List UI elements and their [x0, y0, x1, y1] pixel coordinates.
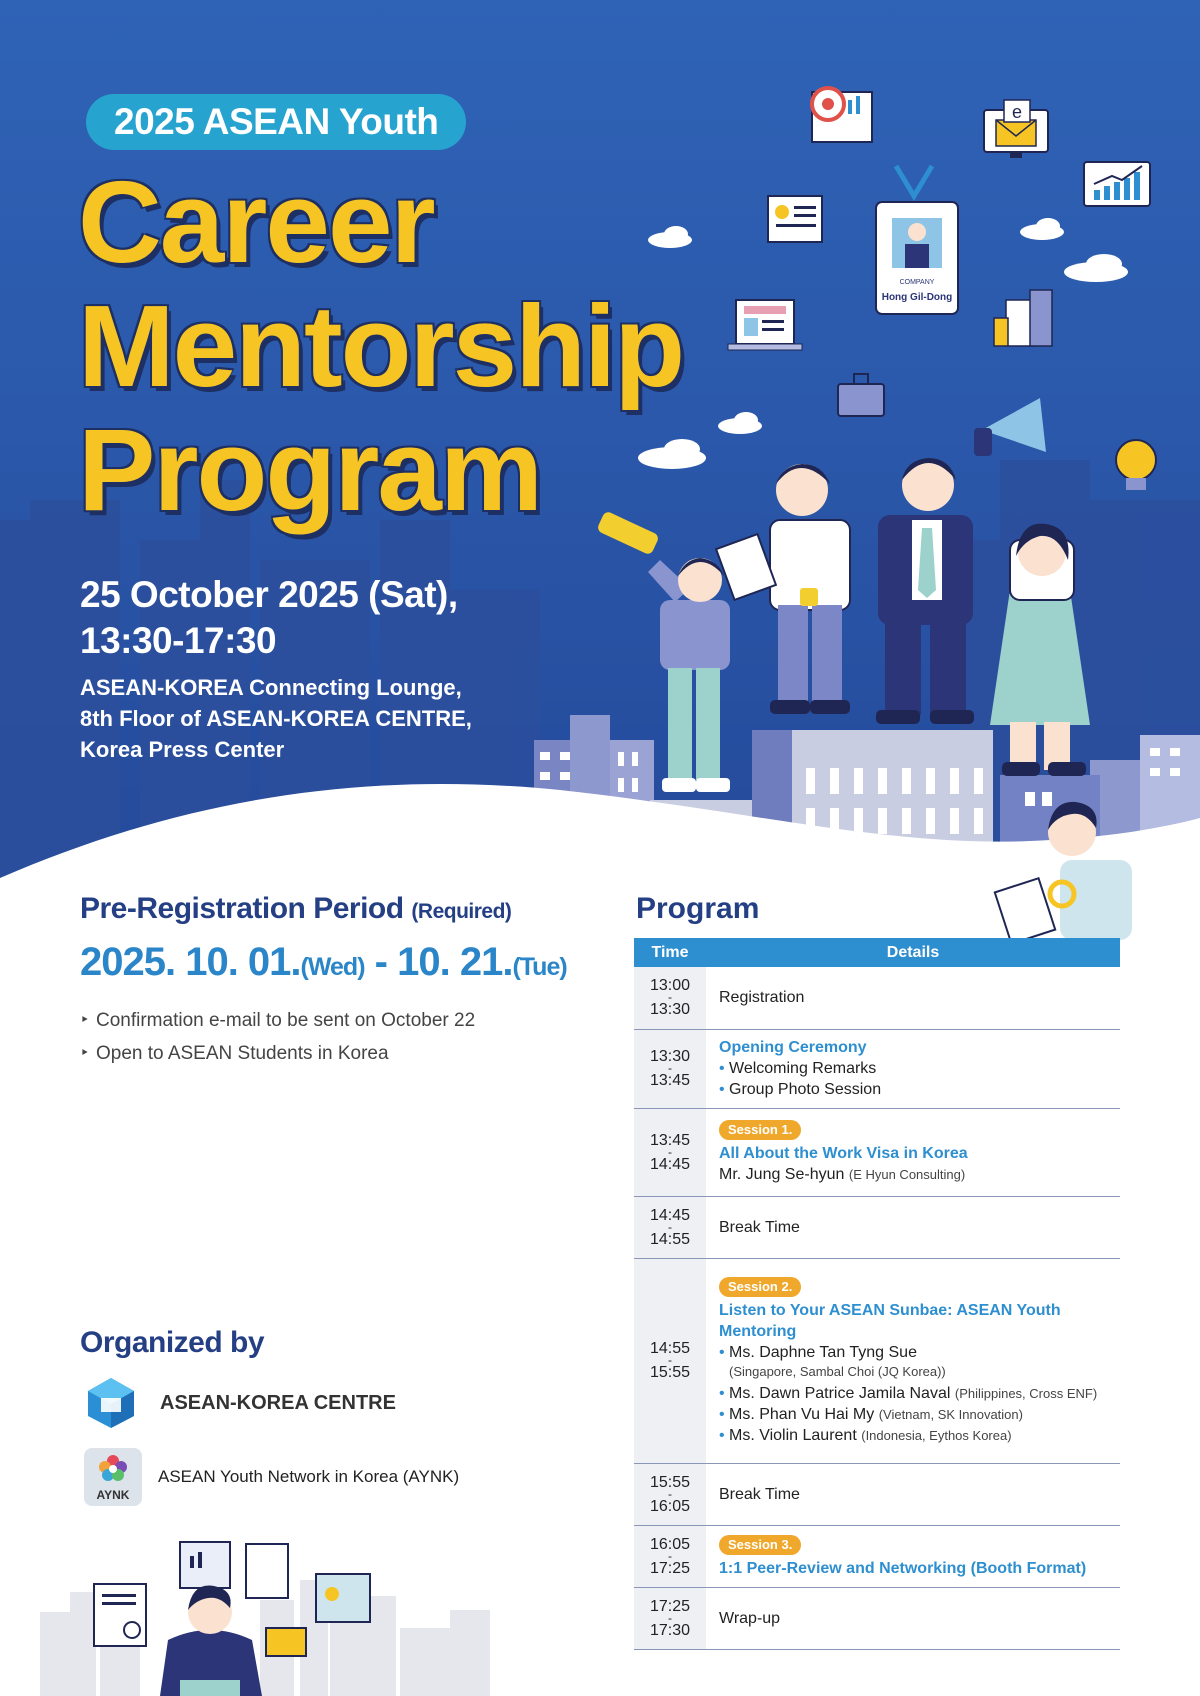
svg-text:COMPANY: COMPANY	[899, 279, 935, 286]
mentor-name: Ms. Dawn Patrice Jamila Naval	[729, 1384, 951, 1402]
end-time: 13:30	[649, 1001, 691, 1019]
note-item: ‣ Confirmation e-mail to be sent on October 22	[80, 1004, 475, 1037]
end-time: 16:05	[649, 1497, 691, 1515]
start-time: 14:55	[649, 1340, 691, 1357]
program-title: Program	[636, 892, 760, 925]
akc-cube-logo-icon	[84, 1376, 138, 1430]
session-heading: 1:1 Peer-Review and Networking (Booth Format)	[719, 1559, 1087, 1577]
time-dash: -	[668, 1353, 672, 1367]
details-cell	[706, 967, 1120, 1029]
event-tag-pill: 2025 ASEAN Youth	[86, 94, 466, 150]
time-cell	[634, 1108, 706, 1196]
registration-notes	[80, 1004, 475, 1070]
organizer-akc	[84, 1376, 396, 1430]
preregistration-title	[80, 892, 511, 926]
svg-text:e: e	[1011, 102, 1023, 122]
aynk-flower-logo-icon	[84, 1448, 142, 1506]
program-table	[634, 938, 1120, 1650]
preregistration-dates	[80, 940, 567, 985]
session-badge: Session 3.	[719, 1535, 801, 1555]
details-cell	[706, 1587, 1120, 1649]
details-cell	[706, 1108, 1120, 1196]
start-time: 17:25	[649, 1597, 691, 1615]
table-row	[634, 1587, 1120, 1649]
email-monitor-icon	[984, 100, 1048, 158]
id-badge-icon	[876, 166, 958, 314]
time-cell	[634, 1029, 706, 1108]
mentor-affiliation: (Philippines, Cross ENF)	[954, 1385, 1098, 1401]
time-dash: -	[668, 1144, 672, 1159]
target-document-icon	[812, 88, 872, 142]
end-time: 14:55	[649, 1230, 691, 1248]
column-header-time: Time	[634, 938, 706, 967]
preregistration-heading: Pre-Registration Period	[80, 892, 404, 925]
row-text: Registration	[719, 989, 805, 1007]
aynk-logo-text: AYNK	[96, 1488, 130, 1502]
details-cell	[706, 1196, 1120, 1258]
venue-line-2: 8th Floor of ASEAN-KOREA CENTRE,	[80, 706, 472, 731]
time-cell	[634, 1196, 706, 1258]
start-time: 16:05	[649, 1535, 691, 1553]
speaker	[719, 1164, 1120, 1185]
floating-icons	[638, 88, 1150, 469]
session-badge: Session 1.	[719, 1120, 801, 1140]
time-cell	[634, 1525, 706, 1587]
session-heading: All About the Work Visa in Korea	[719, 1145, 968, 1162]
time-cell	[634, 1587, 706, 1649]
mentor-affiliation: (Indonesia, Eythos Korea)	[861, 1427, 1012, 1443]
title-line-2: Mentorship	[78, 281, 684, 411]
end-time: 14:45	[649, 1155, 691, 1173]
mentor-name: Ms. Violin Laurent	[729, 1426, 857, 1444]
office-buildings-icon	[994, 290, 1052, 346]
organizer-name: ASEAN Youth Network in Korea (AYNK)	[158, 1467, 460, 1486]
briefcase-icon	[838, 374, 884, 416]
table-row	[634, 1029, 1120, 1108]
session-badge: Session 2.	[719, 1277, 801, 1297]
start-time: 14:45	[649, 1206, 691, 1224]
mentor-item	[719, 1342, 1120, 1363]
end-day: (Tue)	[512, 953, 567, 981]
mentor-item	[719, 1383, 1120, 1404]
end-time: 17:25	[649, 1559, 691, 1577]
program-table-header	[634, 938, 1120, 967]
title-line-1: Career	[78, 157, 434, 287]
column-header-details: Details	[706, 938, 1120, 967]
row-text: Break Time	[719, 1218, 800, 1236]
laptop-profile-icon	[728, 300, 802, 350]
mentor-name: Ms. Daphne Tan Tyng Sue	[729, 1343, 917, 1361]
svg-text:Hong Gil-Dong: Hong Gil-Dong	[881, 292, 953, 303]
row-text: Break Time	[719, 1485, 800, 1503]
note-item: ‣ Open to ASEAN Students in Korea	[80, 1037, 475, 1070]
venue-line-3: Korea Press Center	[80, 737, 285, 762]
table-row	[634, 967, 1120, 1029]
time-cell	[634, 967, 706, 1029]
organizer-aynk	[84, 1448, 459, 1506]
end-time: 15:55	[649, 1364, 691, 1381]
table-row	[634, 1108, 1120, 1196]
organizer-name: ASEAN-KOREA CENTRE	[160, 1391, 396, 1414]
end-date: 10. 21.	[397, 940, 513, 984]
bullet-item: • Welcoming Remarks	[719, 1058, 1120, 1079]
mentor-item	[719, 1404, 1120, 1425]
time-dash: -	[668, 1610, 672, 1625]
time-dash: -	[668, 990, 672, 1005]
time-dash: -	[668, 1061, 672, 1075]
time-dash: -	[668, 1548, 672, 1563]
organizers-title: Organized by	[80, 1326, 265, 1359]
start-time: 13:00	[649, 977, 691, 995]
time-dash: -	[668, 1486, 672, 1501]
mentor-name: Ms. Phan Vu Hai My	[729, 1405, 875, 1423]
event-date-time: 13:30-17:30	[80, 620, 277, 661]
details-cell	[706, 1525, 1120, 1587]
start-date: 2025. 10. 01.	[80, 940, 301, 984]
table-row	[634, 1258, 1120, 1463]
bullet-item: • Group Photo Session	[719, 1079, 1120, 1100]
start-time: 13:30	[649, 1048, 691, 1065]
table-row	[634, 1463, 1120, 1525]
session-heading: Opening Ceremony	[719, 1039, 867, 1056]
date-separator: -	[374, 940, 387, 984]
mentor-item	[719, 1425, 1120, 1446]
table-row	[634, 1525, 1120, 1587]
end-time: 17:30	[649, 1621, 691, 1639]
session-heading: Listen to Your ASEAN Sunbae: ASEAN Youth Mentoring	[719, 1301, 1061, 1340]
venue-line-1: ASEAN-KOREA Connecting Lounge,	[80, 675, 462, 700]
details-cell	[706, 1029, 1120, 1108]
time-dash: -	[668, 1219, 672, 1234]
bar-chart-icon	[1084, 162, 1150, 206]
required-label: (Required)	[411, 900, 512, 923]
mentor-affiliation: (Vietnam, SK Innovation)	[878, 1406, 1023, 1422]
end-time: 13:45	[649, 1072, 691, 1089]
row-text: Wrap-up	[719, 1609, 781, 1627]
start-time: 13:45	[649, 1131, 691, 1149]
event-date-day: 25 October 2025 (Sat),	[80, 574, 458, 615]
details-cell	[706, 1463, 1120, 1525]
details-cell	[706, 1258, 1120, 1463]
title-line-3: Program	[78, 405, 542, 535]
time-cell	[634, 1463, 706, 1525]
start-day: (Wed)	[300, 953, 365, 981]
speaker-affiliation: (E Hyun Consulting)	[848, 1167, 966, 1182]
start-time: 15:55	[649, 1473, 691, 1491]
speaker-name: Mr. Jung Se-hyun	[719, 1166, 845, 1183]
lightbulb-document-icon	[768, 196, 822, 242]
mentor-affiliation: (Singapore, Sambal Choi (JQ Korea))	[729, 1363, 946, 1379]
time-cell	[634, 1258, 706, 1463]
bottom-left-illustration	[0, 1500, 520, 1696]
table-row	[634, 1196, 1120, 1258]
